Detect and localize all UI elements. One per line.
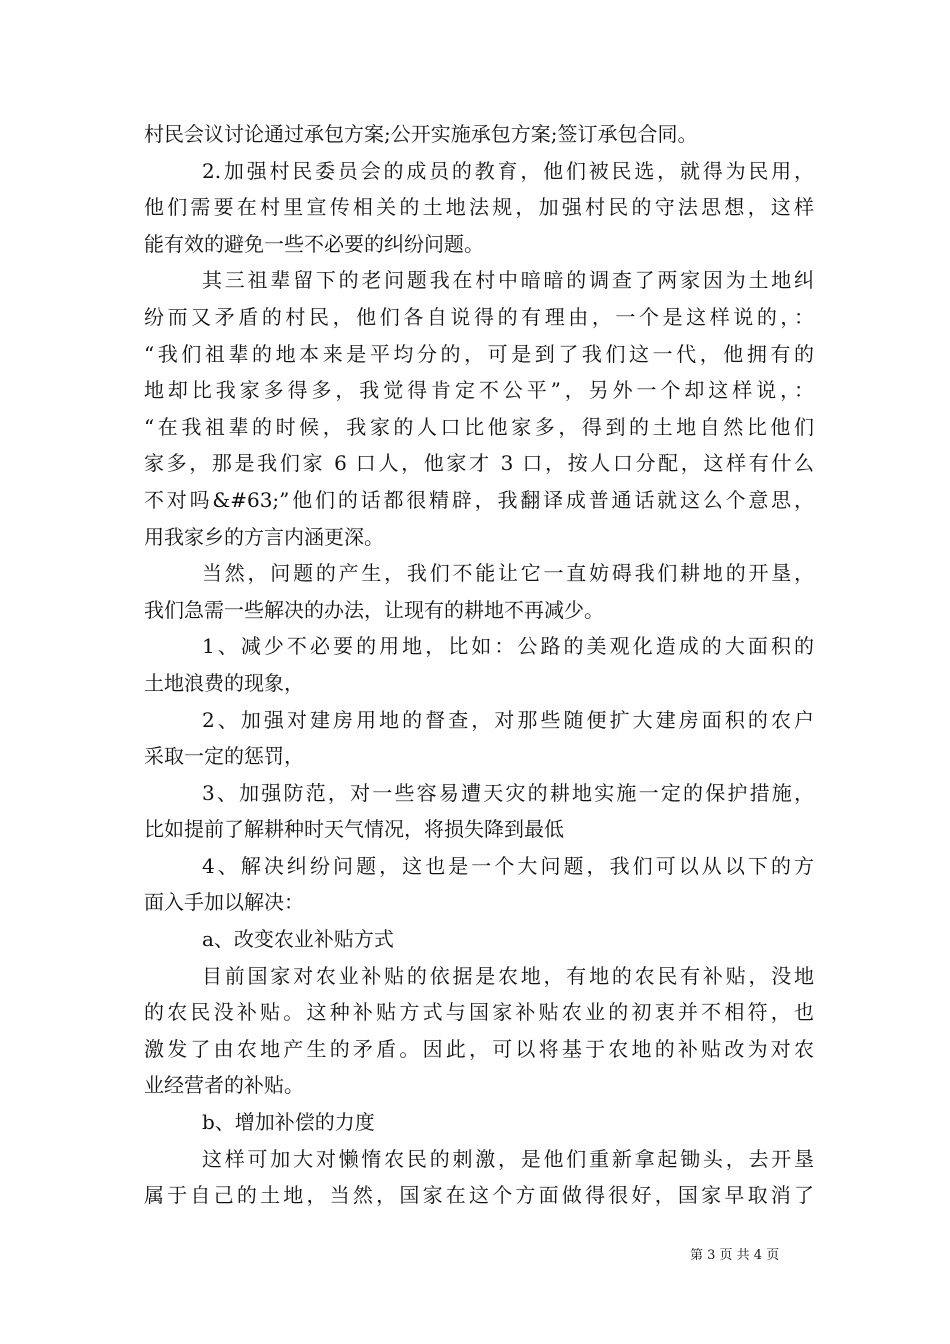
text-line: 用我家乡的方言内涵更深。 <box>144 524 384 549</box>
page-number-footer: 第 3 页 共 4 页 <box>690 1248 780 1263</box>
text-line: 他们需要在村里宣传相关的土地法规，加强村民的守法思想，这样 <box>144 195 814 220</box>
text-line: 目前国家对农业补贴的依据是农地，有地的农民有补贴，没地 <box>202 963 814 988</box>
text-line: “我们祖辈的地本来是平均分的，可是到了我们这一代，他拥有的 <box>144 341 814 366</box>
text-line: 面入手加以解决： <box>144 890 304 915</box>
text-line: a、改变农业补贴方式 <box>202 927 394 952</box>
document-body <box>144 116 814 1214</box>
text-line: 其三祖辈留下的老问题我在村中暗暗的调查了两家因为土地纠 <box>202 268 814 293</box>
text-line: 这样可加大对懒惰农民的刺激，是他们重新拿起锄头，去开垦 <box>202 1146 814 1171</box>
text-line: 2.加强村民委员会的成员的教育，他们被民选，就得为民用， <box>202 158 814 183</box>
text-line: 3、加强防范，对一些容易遭天灾的耕地实施一定的保护措施， <box>202 780 814 805</box>
text-line: 激发了由农地产生的矛盾。因此，可以将基于农地的补贴改为对农 <box>144 1036 814 1061</box>
text-line: 1、减少不必要的用地，比如：公路的美观化造成的大面积的 <box>202 634 814 659</box>
text-line: 业经营者的补贴。 <box>144 1073 304 1098</box>
text-line: 4、解决纠纷问题，这也是一个大问题，我们可以从以下的方 <box>202 853 814 878</box>
text-line: 不对吗&#63;”他们的话都很精辟，我翻译成普通话就这么个意思， <box>144 487 814 512</box>
text-line: 比如提前了解耕种时天气情况，将损失降到最低 <box>144 817 564 842</box>
text-line: b、增加补偿的力度 <box>202 1110 375 1135</box>
text-line: 家多，那是我们家 6 口人，他家才 3 口，按人口分配，这样有什么 <box>144 451 814 476</box>
text-line: 我们急需一些解决的办法，让现有的耕地不再减少。 <box>144 597 604 622</box>
text-line: 采取一定的惩罚， <box>144 744 304 769</box>
text-line: 属于自己的土地，当然，国家在这个方面做得很好，国家早取消了 <box>144 1183 814 1208</box>
text-line: “在我祖辈的时候，我家的人口比他家多，得到的土地自然比他们 <box>144 414 814 439</box>
text-line: 的农民没补贴。这种补贴方式与国家补贴农业的初衷并不相符，也 <box>144 1000 814 1025</box>
text-line: 村民会议讨论通过承包方案;公开实施承包方案;签订承包合同。 <box>144 122 698 146</box>
text-line: 当然，问题的产生，我们不能让它一直妨碍我们耕地的开垦， <box>202 561 814 586</box>
text-line: 纷而又矛盾的村民，他们各自说得的有理由，一个是这样说的，： <box>144 304 814 329</box>
text-line: 地却比我家多得多，我觉得肯定不公平”，另外一个却这样说，： <box>144 378 814 403</box>
text-line: 2、加强对建房用地的督查，对那些随便扩大建房面积的农户 <box>202 707 814 732</box>
text-line: 能有效的避免一些不必要的纠纷问题。 <box>144 231 484 256</box>
text-line: 土地浪费的现象， <box>144 670 304 695</box>
